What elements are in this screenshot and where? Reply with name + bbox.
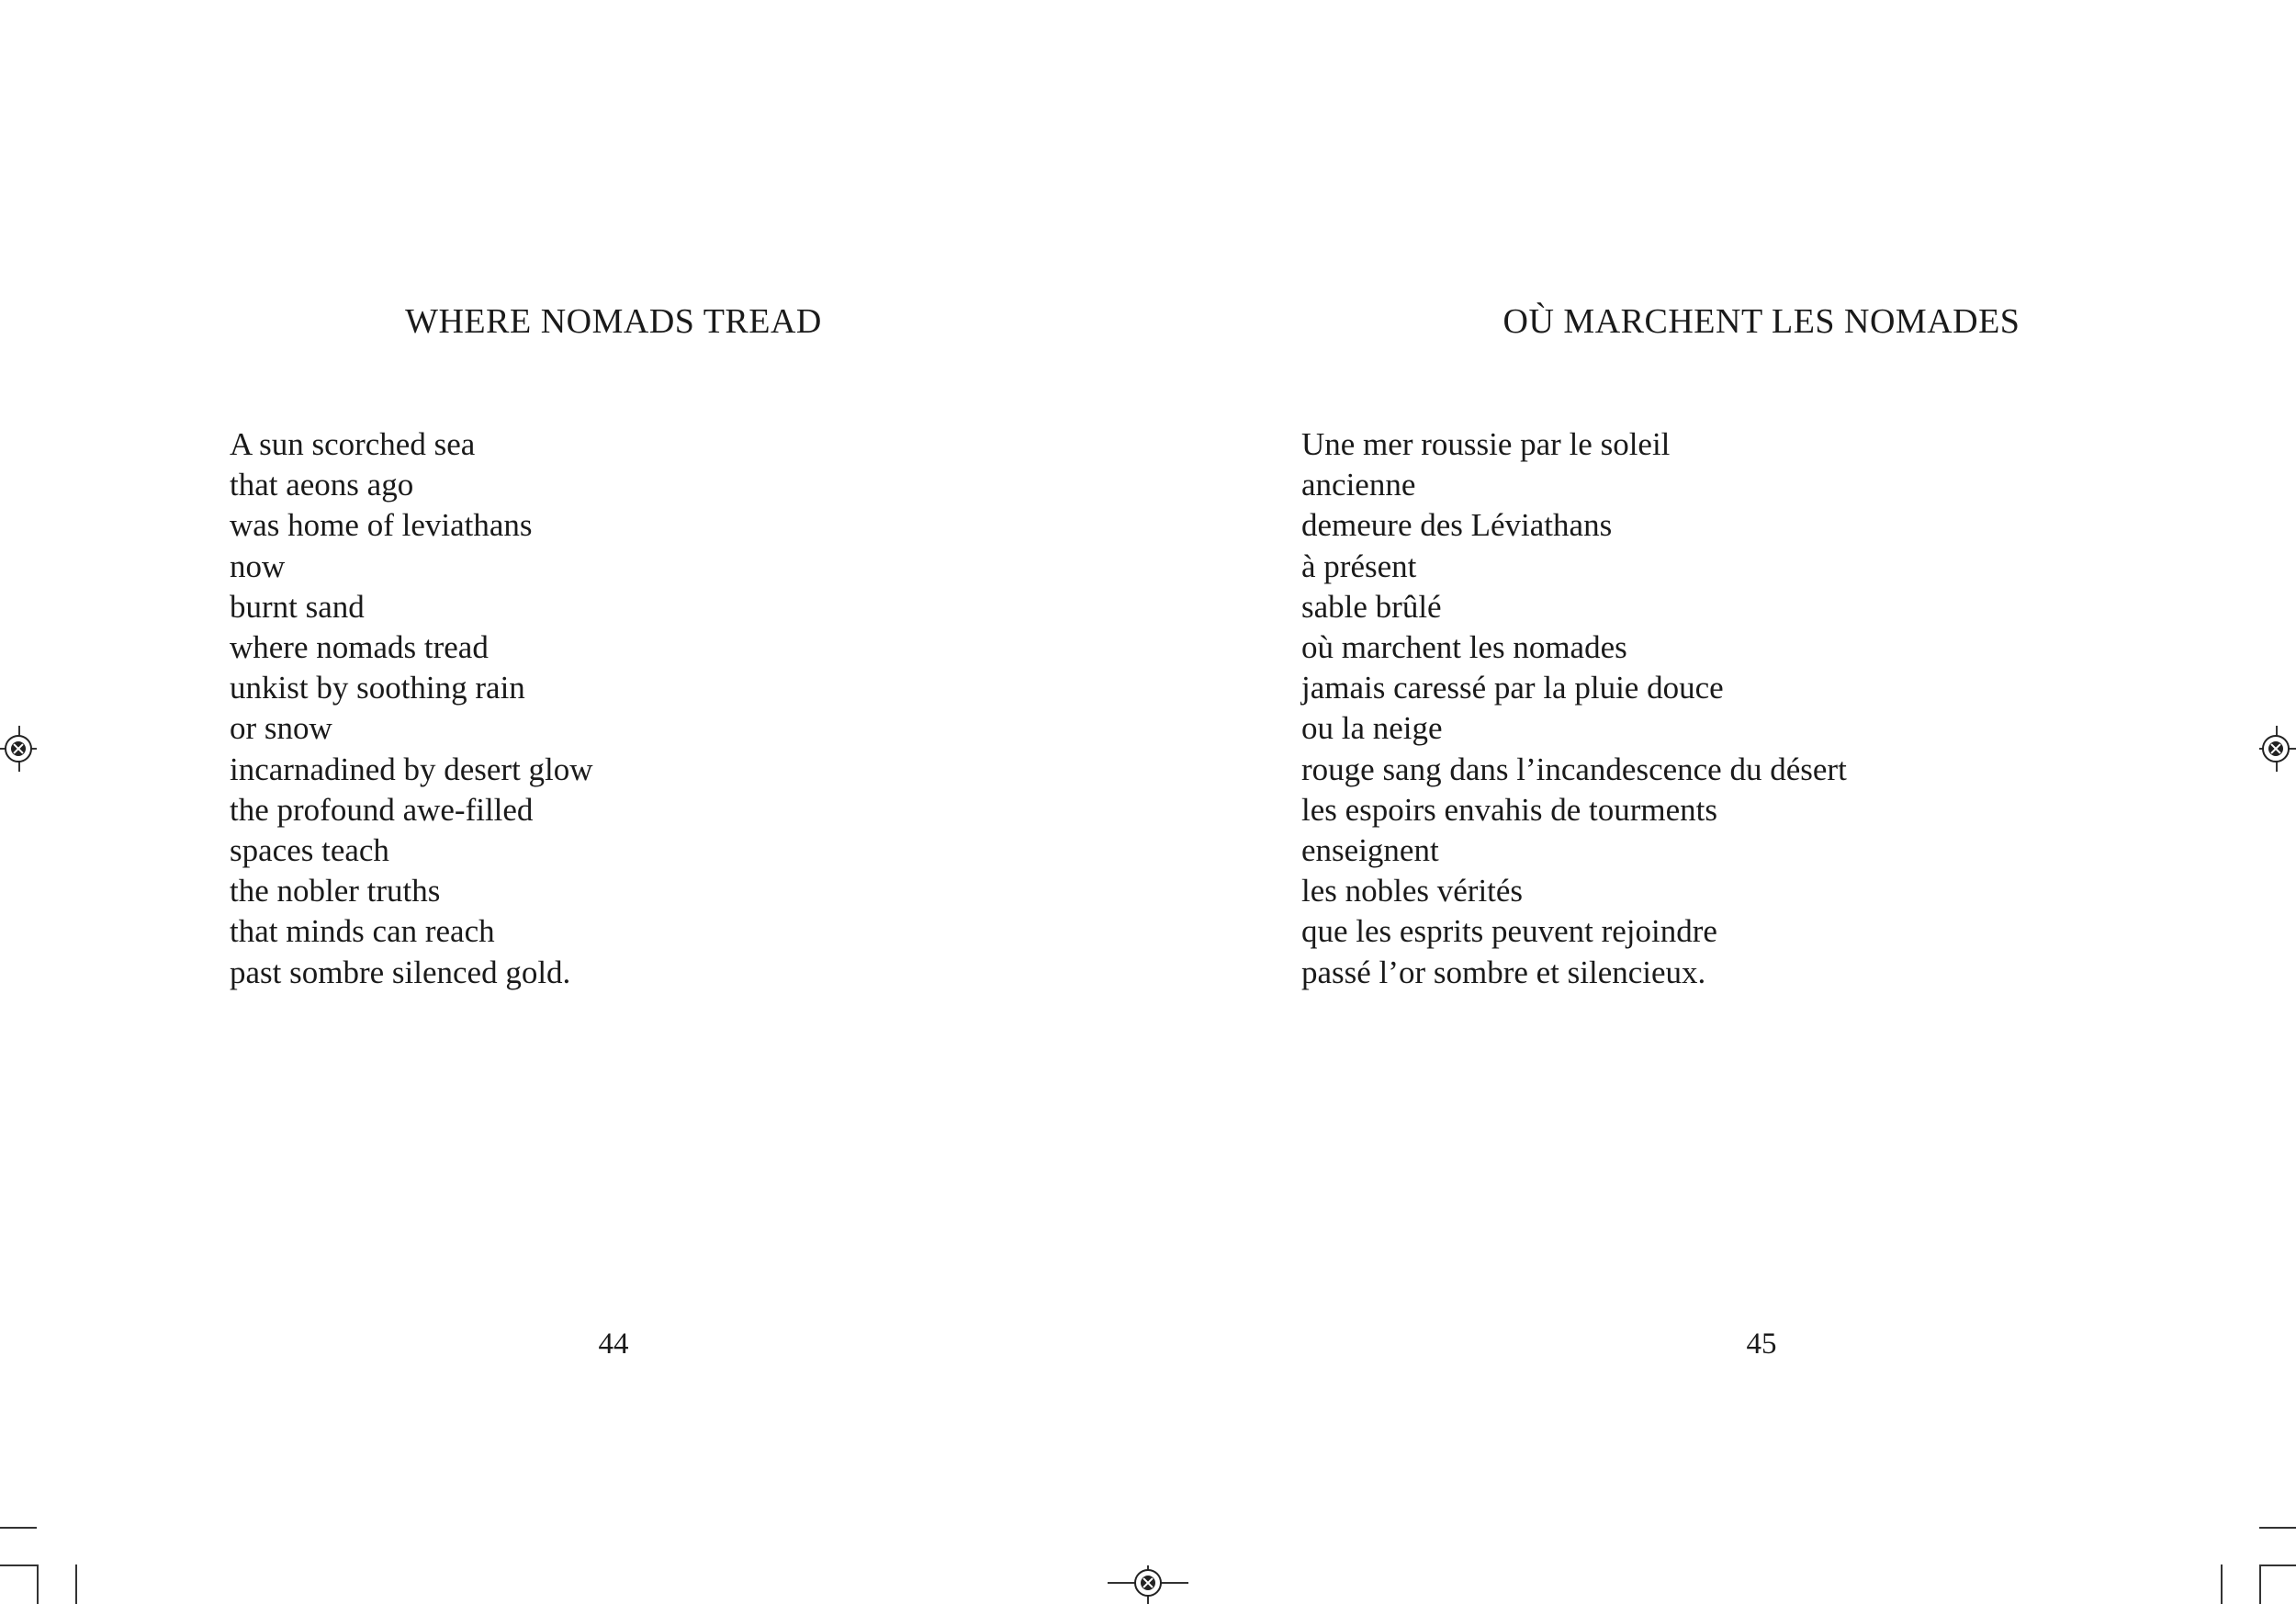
poem-line: les nobles vérités (1301, 873, 1524, 909)
poem-line: où marchent les nomades (1301, 629, 1627, 666)
poem-line: sable brûlé (1301, 588, 1442, 625)
poem-line: que les esprits peuvent rejoindre (1301, 913, 1717, 950)
poem-line: was home of leviathans (230, 507, 533, 544)
poem-line: now (230, 548, 286, 584)
poem-line: à présent (1301, 548, 1417, 584)
poem-line: les espoirs envahis de tourments (1301, 791, 1717, 828)
poem-line: Une mer roussie par le soleil (1301, 426, 1671, 462)
poem-line: burnt sand (230, 588, 365, 625)
poem-line: that minds can reach (230, 913, 495, 950)
registration-mark-bottom (1108, 1562, 1188, 1604)
poem-line: passé l’or sombre et silencieux. (1301, 954, 1706, 990)
crosshair-icon (5, 735, 32, 762)
poem-line: past sombre silenced gold. (230, 954, 571, 990)
poem-body-french (1301, 424, 1847, 993)
poem-line: ou la neige (1301, 710, 1443, 747)
poem-line: demeure des Léviathans (1301, 507, 1613, 544)
poem-line: that aeons ago (230, 467, 414, 503)
poem-line: the profound awe-filled (230, 791, 534, 828)
poem-line: enseignent (1301, 832, 1439, 869)
poem-line: rouge sang dans l’incandescence du désert (1301, 751, 1847, 787)
poem-line: incarnadined by desert glow (230, 751, 593, 787)
right-page (1148, 0, 2296, 1604)
poem-title-french: OÙ MARCHENT LES NOMADES (1503, 302, 2020, 341)
poem-title-english: WHERE NOMADS TREAD (405, 302, 822, 341)
poem-line: or snow (230, 710, 332, 747)
crop-mark-bottom-left (0, 1525, 83, 1604)
poem-body-english (230, 424, 593, 993)
crosshair-icon (2262, 735, 2290, 762)
registration-mark-right (2256, 726, 2296, 772)
poem-line: A sun scorched sea (230, 426, 476, 462)
poem-line: spaces teach (230, 832, 389, 869)
poem-line: the nobler truths (230, 873, 441, 909)
poem-line: jamais caressé par la pluie douce (1301, 670, 1724, 706)
poem-line: unkist by soothing rain (230, 670, 525, 706)
page-number-right: 45 (1746, 1327, 1777, 1361)
crop-mark-bottom-right (2213, 1525, 2296, 1604)
poem-line: ancienne (1301, 467, 1416, 503)
crosshair-icon (1134, 1569, 1162, 1597)
page-number-left: 44 (598, 1327, 629, 1361)
registration-mark-left (0, 726, 40, 772)
poem-line: where nomads tread (230, 629, 489, 666)
